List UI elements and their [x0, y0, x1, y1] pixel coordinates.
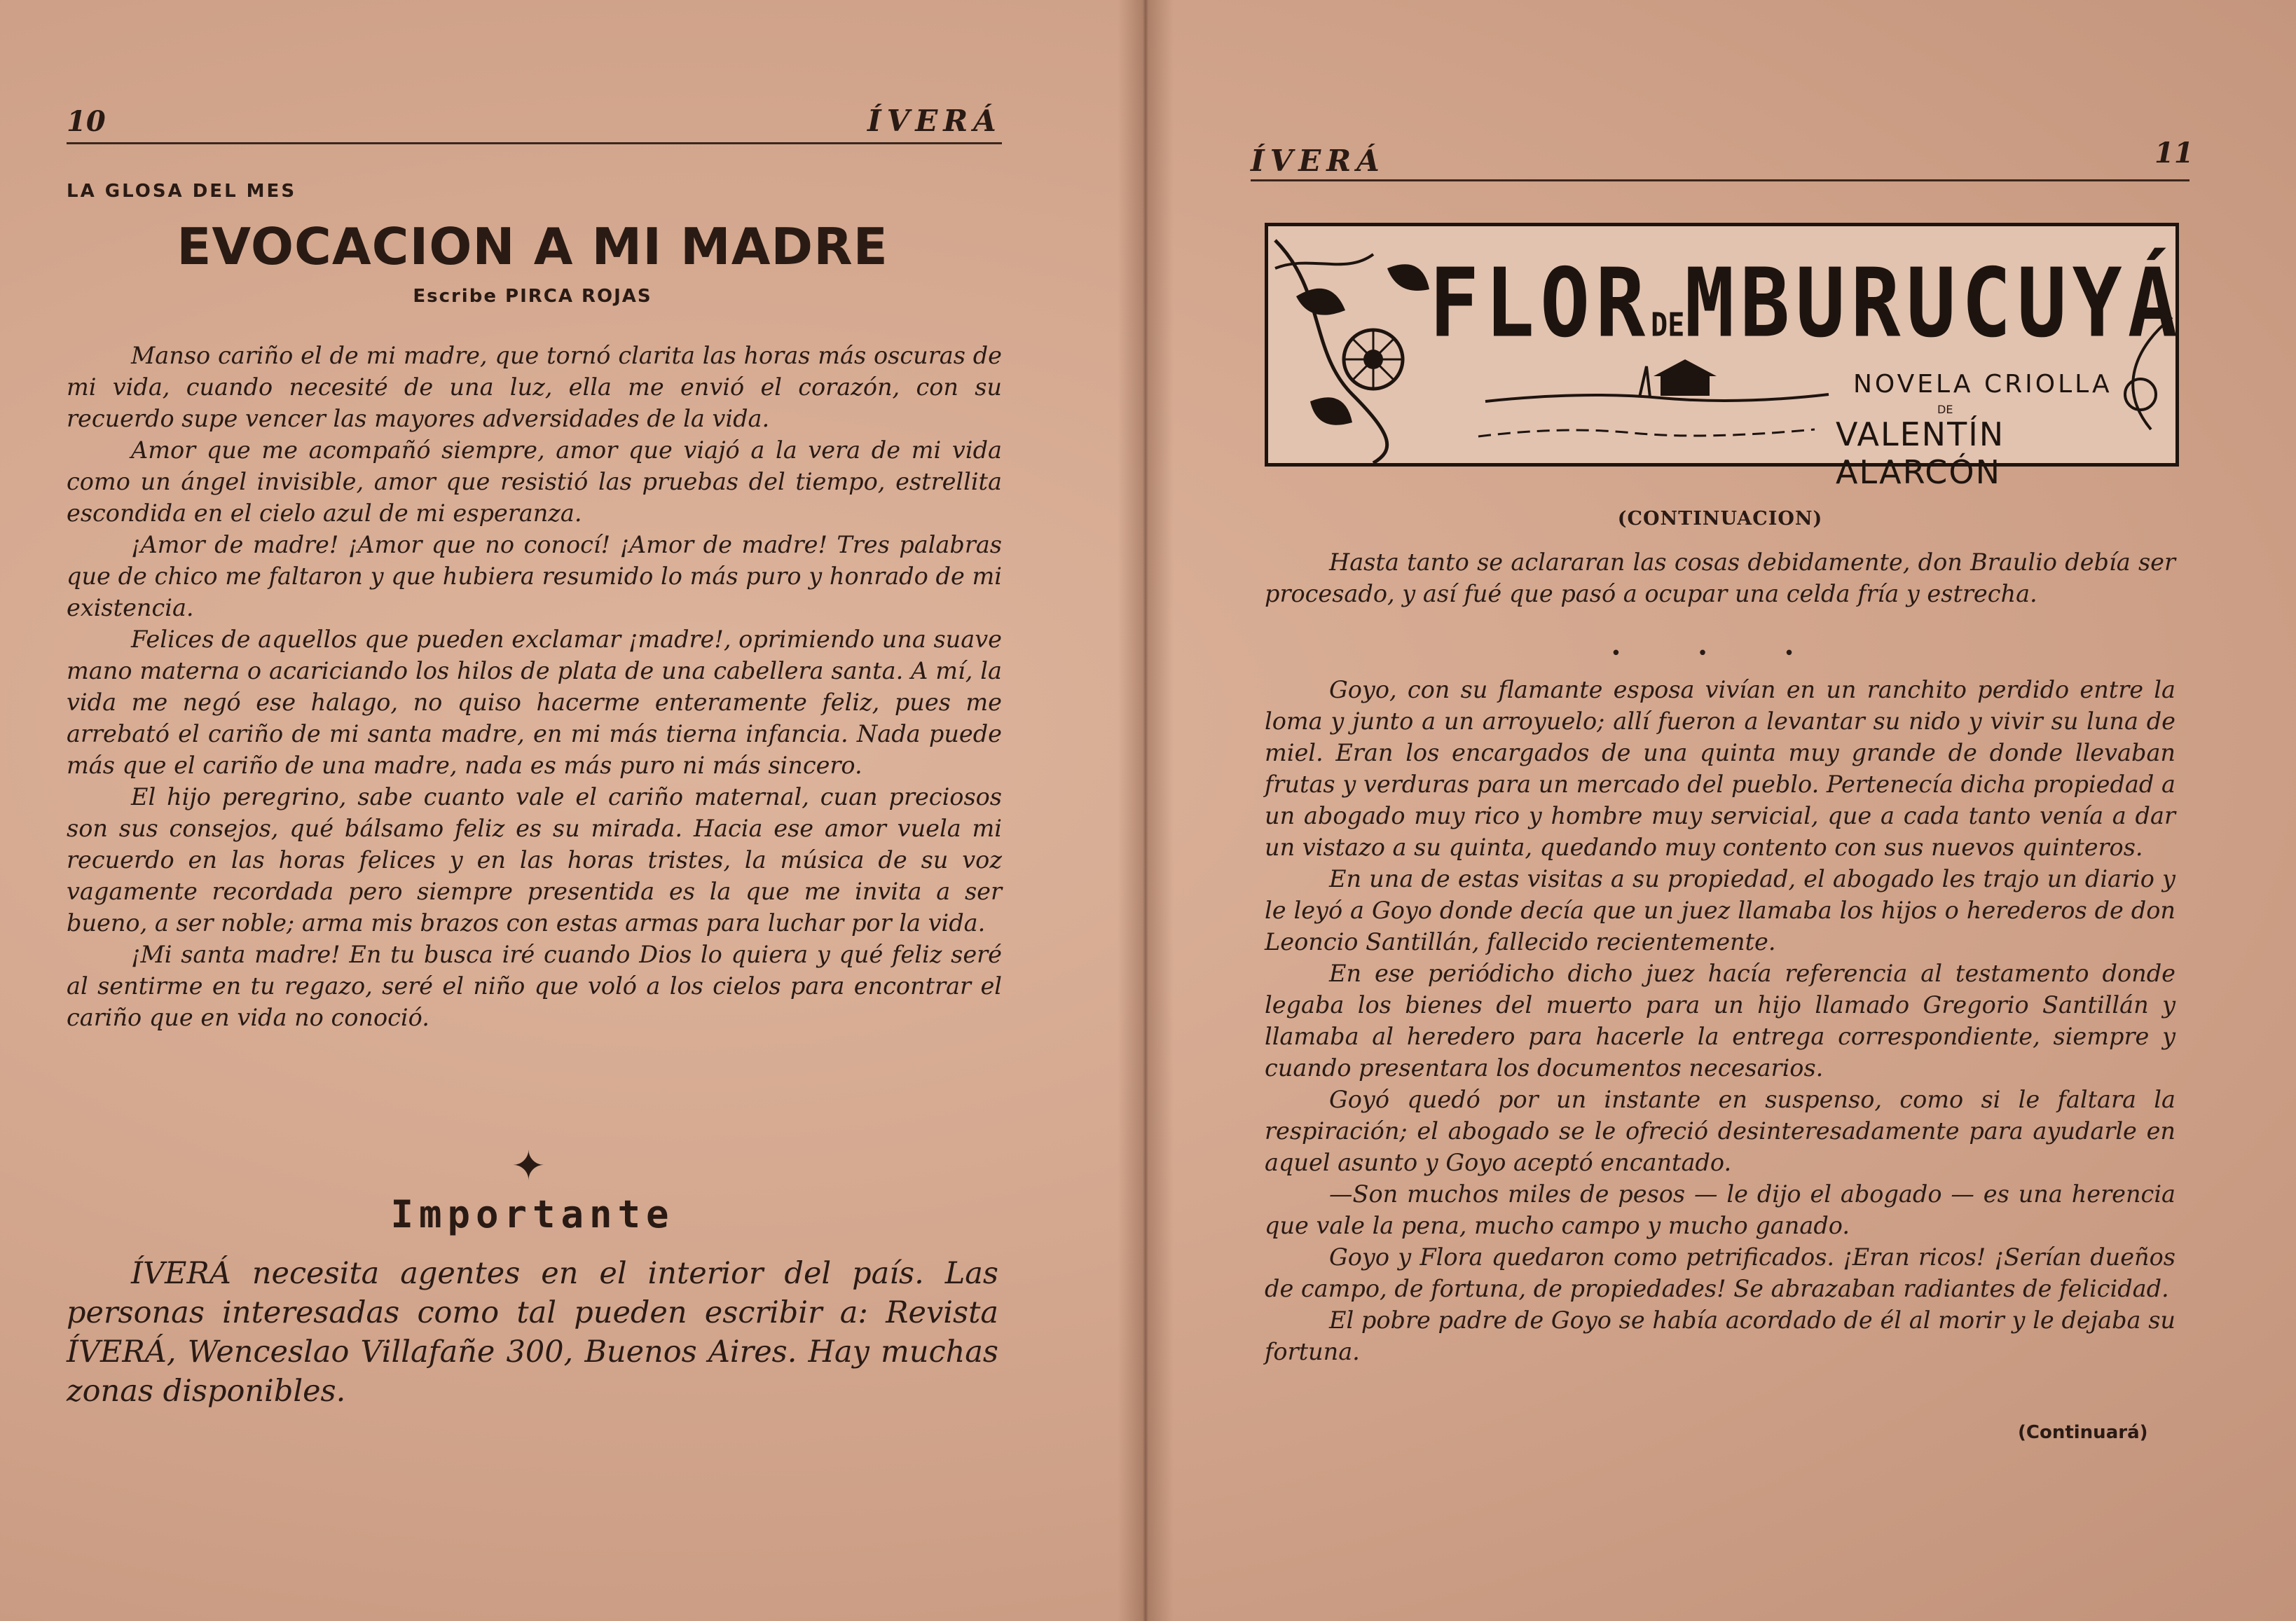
section-label: LA GLOSA DEL MES	[67, 181, 297, 202]
paragraph: Hasta tanto se aclararan las cosas debidamente, don Braulio debía ser procesado, y así fué que pasó a ocupar una celda fría y estrecha.	[1265, 549, 2175, 607]
serial-title	[1429, 247, 2183, 359]
running-head: ÍVERÁ	[867, 104, 1002, 138]
paragraph: Felices de aquellos que pueden exclamar ¡madre!, oprimiendo una suave mano materna o acariciando los hilos de plata de una cabellera santa. A mí, la vida me negó ese halago, no quiso hacerme enteramente feliz, pues me arrebató el cariño de mi santa madre, en mi más tierna infancia. Nada puede más que el cariño de una madre, nada es más puro ni más sincero.	[67, 626, 1002, 779]
ground-line	[1478, 429, 1815, 436]
corner-flower-icon	[2125, 379, 2156, 410]
paragraph: Goyo y Flora quedaron como petrificados. ¡Eran ricos! ¡Serían dueños de campo, de fortuna, de propiedades! Se abrazaban radiantes de felicidad.	[1265, 1243, 2175, 1302]
ranch-house-icon	[1639, 359, 1717, 397]
star-ornament-icon: ✦	[511, 1142, 546, 1189]
paragraph: Manso cariño el de mi madre, que tornó clarita las horas más oscuras de mi vida, cuando necesité de una luz, ella me envió el corazón, con su recuerdo supe vencer las mayores adversidades de la vida.	[67, 342, 1002, 432]
continues-note: (Continuará)	[2018, 1422, 2148, 1443]
article-title: EVOCACION A MI MADRE	[177, 217, 888, 276]
paragraph: —Son muchos miles de pesos — le dijo el abogado — es una herencia que vale la pena, mucho campo y mucho ganado.	[1265, 1180, 2175, 1239]
notice-title: Importante	[390, 1192, 675, 1236]
paragraph: El pobre padre de Goyo se había acordado de él al morir y le dejaba su fortuna.	[1265, 1306, 2175, 1365]
serial-intro	[1265, 546, 2175, 609]
byline: Escribe PIRCA ROJAS	[413, 286, 652, 307]
serial-body	[1265, 674, 2175, 1367]
serial-banner	[1265, 223, 2183, 491]
paragraph: ¡Amor de madre! ¡Amor que no conocí! ¡Amor de madre! Tres palabras que de chico me faltaron y que hubiera resumido lo más puro y honrado de mi existencia.	[67, 531, 1002, 621]
paragraph: Goyó quedó por un instante en suspenso, como si le faltara la respiración; el abogado se le ofreció desinteresadamente para ayudarle en aquel asunto y Goyo aceptó encantado.	[1265, 1086, 2175, 1176]
paragraph: En una de estas visitas a su propiedad, el abogado les trajo un diario y le leyó a Goyo donde decía que un juez llamaba los hijos o herederos de don Leoncio Santillán, fallecido recientemente.	[1265, 865, 2175, 956]
passion-flower-icon	[1344, 330, 1403, 389]
serial-subtitle-de: DE	[1937, 403, 1953, 416]
paragraph: Goyo, con su flamante esposa vivían en un ranchito perdido entre la loma y junto a un arroyuelo; allí fueron a levantar su nido y vivir su luna de miel. Eran los encargados de una quinta muy grande de donde llevaban frutas y verduras para un mercado del pueblo. Pertenecía dicha propiedad a un abogado muy rico y hombre muy servicial, que a cada tanto venía a dar un vistazo a su quinta, quedando muy contento con sus nuevos quinteros.	[1265, 676, 2175, 861]
serial-subtitle: NOVELA CRIOLLA	[1853, 370, 2112, 399]
serial-author: VALENTÍN ALARCÓN	[1836, 415, 2005, 491]
page-number: 10	[67, 105, 106, 138]
paragraph: ¡Mi santa madre! En tu busca iré cuando Dios lo quiera y qué feliz seré al sentirme en tu regazo, seré el niño que voló a los cielos para encontrar el cariño que en vida no conoció.	[67, 941, 1002, 1031]
horizon-line	[1485, 394, 1829, 401]
paragraph: El hijo peregrino, sabe cuanto vale el cariño maternal, cuan preciosos son sus consejos, qué bálsamo feliz es su mirada. Hacia ese amor vuela mi recuerdo en las horas felices y en las horas tristes, la música de su voz vagamente recordada pero siempre presentida es la que me invita a ser bueno, a ser noble; arma mis brazos con estas armas para luchar por la vida.	[67, 783, 1002, 937]
serial-title-part1: FLOR	[1429, 247, 1651, 359]
paragraph: Amor que me acompañó siempre, amor que viajó a la vera de mi vida como un ángel invisible, amor que resistió las pruebas del tiempo, estrellita escondida en el cielo azul de mi esperanza.	[67, 436, 1002, 527]
header-rule	[1251, 179, 2190, 181]
continuation-label: (CONTINUACION)	[1617, 508, 1823, 530]
section-separator: • • •	[1610, 643, 1830, 664]
leaf-icon	[1296, 264, 1429, 425]
serial-title-part2: MBURUCUYÁ	[1684, 247, 2183, 359]
running-head: ÍVERÁ	[1251, 144, 1385, 178]
paragraph: En ese periódicho dicho juez hacía referencia al testamento donde legaba los bienes del muerto para un hijo llamado Gregorio Santillán y llamaba al heredero para hacerle la entrega correspondiente, siempre y cuando presentara los documentos necesarios.	[1265, 960, 2175, 1082]
serial-title-de: DE	[1651, 307, 1685, 344]
page-number: 11	[2154, 137, 2194, 170]
notice-text: ÍVERÁ necesita agentes en el interior del país. Las personas interesadas como tal pueden escribir a: Revista ÍVERÁ, Wenceslao Villafañe 300, Buenos Aires. Hay muchas zonas disponibles.	[67, 1256, 998, 1409]
